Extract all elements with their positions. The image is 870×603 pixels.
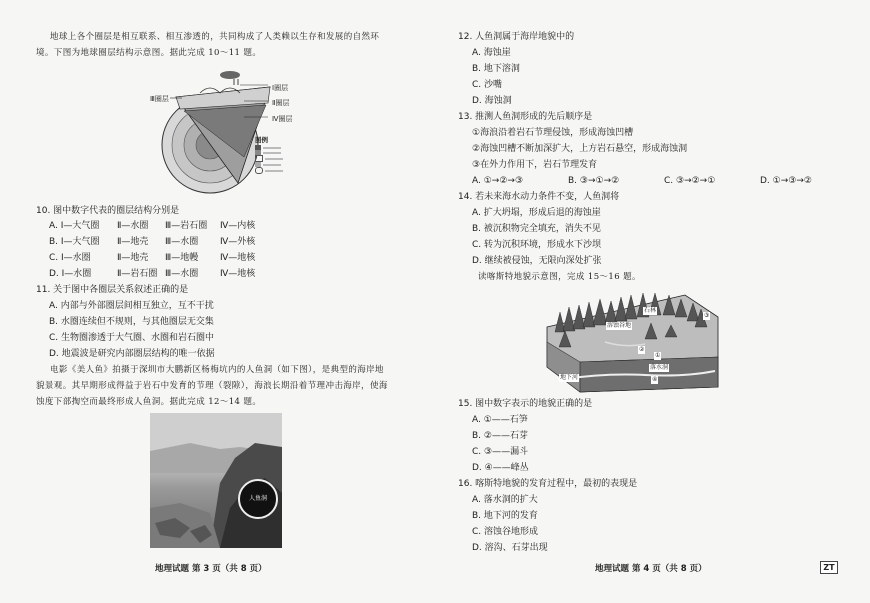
intro-text-1: 地球上各个圈层是相互联系、相互渗透的，共同构成了人类赖以生存和发展的自然环 [50,32,380,42]
q10-b-2: Ⅱ—地壳 [117,237,149,247]
karst-label-1: ① [655,352,661,359]
q10-c-1: C. Ⅰ—水圈 [49,253,91,263]
circle-label-1: Ⅰ圈层 [272,84,289,92]
q14-option-c[interactable]: C. 转为沉积环境，形成水下沙坝 [472,240,602,250]
q10-option-c[interactable] [49,252,255,264]
karst-label-sinkhole: 落水洞 [650,364,669,371]
q15-option-b[interactable]: B. ②——石芽 [472,431,528,441]
q12-option-c[interactable]: C. 沙嘴 [472,80,503,90]
q11-option-a[interactable]: A. 内部与外部圈层间相互独立，互不干扰 [49,301,214,311]
q13-option-c[interactable]: C. ③→②→① [664,176,716,186]
q10-d-2: Ⅱ—岩石圈 [117,269,158,279]
q16-option-c[interactable]: C. 溶蚀谷地形成 [472,527,539,537]
q10-c-3: Ⅲ—地幔 [165,253,199,263]
intro2-text-3: 蚀度下部掏空而最终形成人鱼洞。据此完成 12～14 题。 [36,397,262,407]
q13-option-b[interactable]: B. ③→①→② [568,176,620,186]
page-4 [435,0,870,603]
q10-option-b[interactable] [49,236,255,248]
q12-option-d[interactable]: D. 海蚀洞 [472,96,512,106]
circle-label-4: Ⅳ圈层 [272,115,293,123]
intro2-text-2: 貌景观。其早期形成得益于岩石中发育的节理（裂隙），海浪长期沿着节理冲击海岸，使海 [36,381,388,391]
karst-label-3: ③ [704,312,710,319]
circle-label-3: Ⅲ圈层 [150,95,169,103]
q12-option-b[interactable]: B. 地下溶洞 [472,64,520,74]
q13-option-d[interactable]: D. ①→③→② [760,176,812,186]
karst-label-valley: 溶蚀谷地 [607,322,632,329]
q10-a-3: Ⅲ—岩石圈 [165,221,208,231]
q10-a-2: Ⅱ—水圈 [117,221,149,231]
q12-option-a[interactable]: A. 海蚀崖 [472,48,511,58]
q10-a-4: Ⅳ—内核 [220,221,256,231]
q10-c-2: Ⅱ—地壳 [117,253,149,263]
q13-item-2: ②海蚀凹槽不断加深扩大，上方岩石悬空，形成海蚀洞 [472,144,688,154]
page-3-footer: 地理试题 第 3 页（共 8 页） [155,564,267,574]
q11-option-b[interactable]: B. 水圈连续但不规则，与其他圈层无交集 [49,317,214,327]
karst-label-stone-forest: 石林 [644,307,657,314]
q10-b-3: Ⅲ—水圈 [165,237,199,247]
q16-stem: 16. 喀斯特地貌的发育过程中，最初的表现是 [458,479,638,489]
q14-stem: 14. 若未来海水动力条件不变，人鱼洞将 [458,192,620,202]
q10-d-3: Ⅲ—水圈 [165,269,199,279]
q11-option-c[interactable]: C. 生物圈渗透于大气圈、水圈和岩石圈中 [49,333,215,343]
q15-option-a[interactable]: A. ①——石笋 [472,415,528,425]
q11-option-d[interactable]: D. 地震波是研究内部圈层结构的唯一依据 [49,349,215,359]
intro3-text: 读喀斯特地貌示意图，完成 15～16 题。 [478,272,641,282]
q10-option-a[interactable] [49,220,255,232]
intro-text-2: 境。下图为地球圈层结构示意图。据此完成 10～11 题。 [36,48,262,58]
q11-stem: 11. 关于图中各圈层关系叙述正确的是 [36,285,189,295]
q15-stem: 15. 图中数字表示的地貌正确的是 [458,399,593,409]
q15-option-d[interactable]: D. ④——峰丛 [472,463,529,473]
q13-options [472,175,812,187]
intro2-text-1: 电影《美人鱼》拍摄于深圳市大鹏新区杨梅坑内的人鱼洞（如下图），是典型的海岸地 [50,365,384,375]
q15-option-c[interactable]: C. ③——漏斗 [472,447,529,457]
q13-item-3: ③在外力作用下，岩石节理发育 [472,160,598,170]
mermaid-cave-label: 人鱼洞 [238,479,278,519]
q10-b-1: B. Ⅰ—大气圈 [49,237,100,247]
q10-c-4: Ⅳ—地核 [220,253,256,263]
q12-stem: 12. 人鱼洞属于海岸地貌中的 [458,32,575,42]
q13-item-1: ①海浪沿着岩石节理侵蚀，形成海蚀凹槽 [472,128,634,138]
q10-stem: 10. 图中数字代表的圈层结构分别是 [36,206,180,216]
q10-d-4: Ⅳ—地核 [220,269,256,279]
q16-option-a[interactable]: A. 落水洞的扩大 [472,495,538,505]
karst-label-4: ④ [652,376,658,383]
q14-option-d[interactable]: D. 继续被侵蚀，无限向深处扩张 [472,256,602,266]
q14-option-a[interactable]: A. 扩大坍塌，形成后退的海蚀崖 [472,208,601,218]
legend-title: 图例 [255,136,268,144]
q10-b-4: Ⅳ—外核 [220,237,256,247]
circle-label-2: Ⅱ圈层 [272,99,290,107]
q10-option-d[interactable] [49,268,255,280]
q10-d-1: D. Ⅰ—水圈 [49,269,92,279]
q10-a-1: A. Ⅰ—大气圈 [49,221,100,231]
q16-option-d[interactable]: D. 溶沟、石芽出现 [472,543,548,553]
q16-option-b[interactable]: B. 地下河的发育 [472,511,538,521]
legend-swatches [255,145,303,174]
karst-label-underground-river: 地下河 [560,374,579,381]
mermaid-cave-photo [150,413,282,548]
q13-option-a[interactable]: A. ①→②→③ [472,176,524,186]
q13-stem: 13. 推测人鱼洞形成的先后顺序是 [458,112,593,122]
figure-legend [255,136,303,192]
karst-label-2: ② [639,346,645,353]
page-4-footer: 地理试题 第 4 页（共 8 页） [595,564,707,574]
corner-mark: ZT [820,561,838,574]
q14-option-b[interactable]: B. 被沉积物完全填充，消失不见 [472,224,601,234]
